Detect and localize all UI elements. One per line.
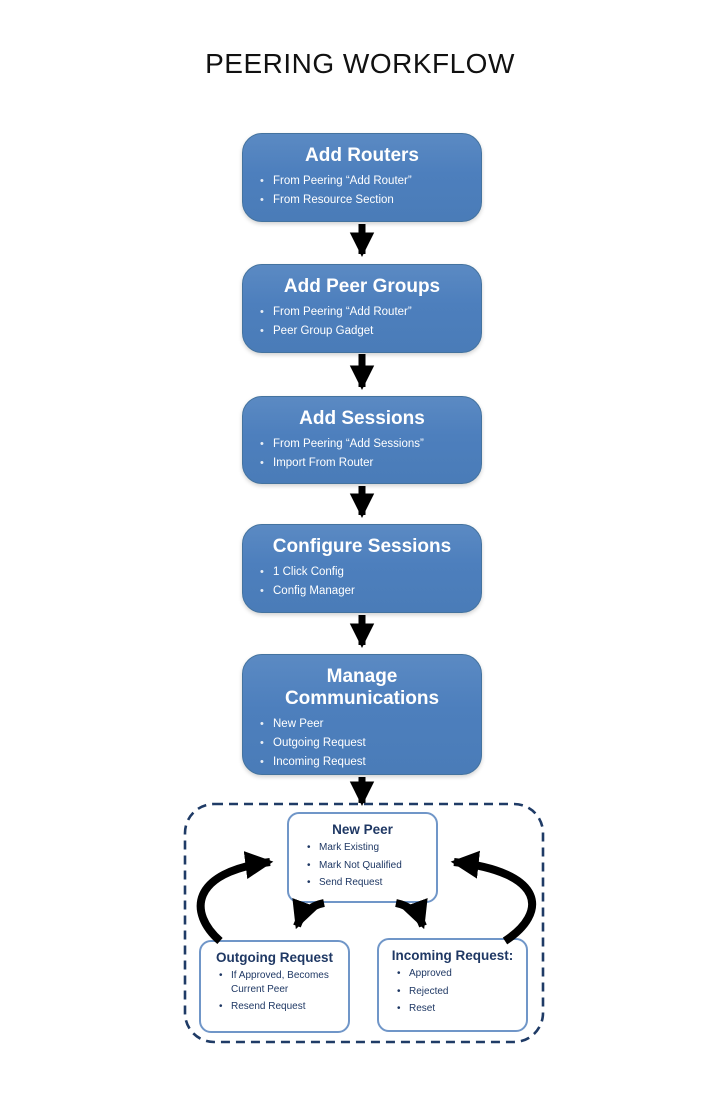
cycle-box-bullets	[201, 969, 348, 1014]
bullet-item: • Peer Group Gadget	[273, 322, 473, 341]
flow-step-bullets	[243, 563, 481, 601]
flow-step-configure-sessions	[242, 524, 482, 613]
flow-step-heading: Add Sessions	[299, 408, 425, 429]
flow-step-add-peer-groups	[242, 264, 482, 353]
bullet-item: • From Resource Section	[273, 191, 473, 210]
bullet-item: • New Peer	[273, 715, 473, 734]
arrow-outgoing-request-to-new-peer	[201, 862, 270, 941]
arrow-new-peer-to-outgoing-request	[297, 903, 324, 926]
bullet-item: • Outgoing Request	[273, 734, 473, 753]
bullet-item: • Config Manager	[273, 582, 473, 601]
arrow-new-peer-to-incoming-request	[396, 903, 423, 926]
bullet-item: • If Approved, Becomes Current Peer	[231, 969, 342, 996]
cycle-box-heading: Incoming Request:	[391, 948, 514, 963]
flow-step-heading: Add Routers	[305, 145, 419, 166]
flow-step-add-routers	[242, 133, 482, 222]
bullet-item: • Rejected	[409, 985, 520, 999]
bullet-item: • From Peering “Add Sessions”	[273, 435, 473, 454]
flow-step-add-sessions	[242, 396, 482, 484]
flow-step-heading: Manage Communications	[284, 666, 440, 709]
cycle-box-heading: New Peer	[332, 822, 393, 837]
bullet-item: • Mark Existing	[319, 841, 430, 855]
bullet-item: • 1 Click Config	[273, 563, 473, 582]
page-title: PEERING WORKFLOW	[205, 48, 515, 79]
arrow-incoming-request-to-new-peer	[454, 862, 532, 941]
flow-step-heading: Add Peer Groups	[283, 276, 441, 297]
bullet-item: • Resend Request	[231, 1000, 342, 1014]
bullet-item: • Import From Router	[273, 454, 473, 473]
bullet-item: • Approved	[409, 967, 520, 981]
cycle-box-bullets	[289, 841, 436, 890]
bullet-item: • Incoming Request	[273, 753, 473, 772]
cycle-box-incoming-request	[377, 938, 528, 1032]
bullet-item: • From Peering “Add Router”	[273, 172, 473, 191]
cycle-box-new-peer	[287, 812, 438, 903]
flow-step-heading: Configure Sessions	[272, 536, 452, 557]
bullet-item: • Mark Not Qualified	[319, 859, 430, 873]
cycle-box-heading: Outgoing Request	[216, 950, 333, 965]
bullet-item: • Send Request	[319, 876, 430, 890]
bullet-item: • Reset	[409, 1002, 520, 1016]
cycle-box-bullets	[379, 967, 526, 1016]
flow-step-bullets	[243, 303, 481, 341]
cycle-box-outgoing-request	[199, 940, 350, 1033]
flow-step-bullets	[243, 715, 481, 772]
flow-step-manage-communications	[242, 654, 482, 775]
flow-step-bullets	[243, 435, 481, 473]
flow-step-bullets	[243, 172, 481, 210]
bullet-item: • From Peering “Add Router”	[273, 303, 473, 322]
